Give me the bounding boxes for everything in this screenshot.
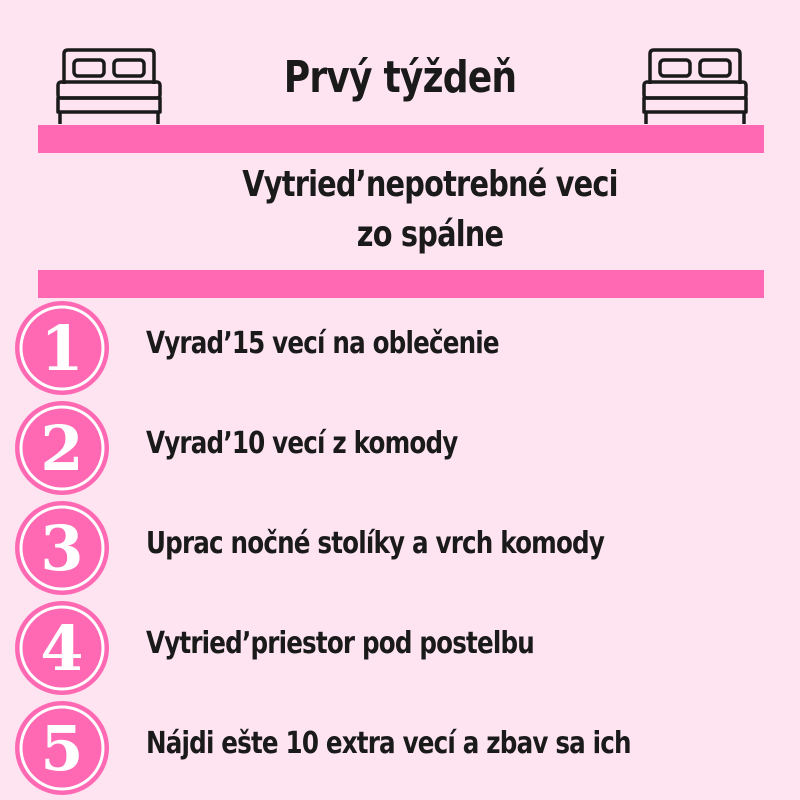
task-item	[14, 500, 794, 596]
task-item	[14, 700, 794, 796]
pink-divider-bottom	[38, 270, 764, 298]
subtitle-line-1: Vytried’nepotrebné veci	[242, 164, 618, 205]
badge-number: 1	[40, 312, 84, 385]
task-label: Nájdi ešte 10 extra vecí a zbav sa ich	[146, 726, 631, 761]
task-label: Uprac nočné stolíky a vrch komody	[146, 526, 605, 561]
page-title: Prvý týždeň	[283, 52, 517, 103]
task-label: Vyrad’10 vecí z komody	[146, 426, 458, 461]
subtitle	[190, 160, 670, 260]
task-item	[14, 300, 794, 396]
subtitle-line-2: zo spálne	[356, 214, 504, 255]
number-badge	[14, 500, 110, 596]
badge-number: 5	[40, 712, 84, 785]
number-badge	[14, 400, 110, 496]
number-badge	[14, 300, 110, 396]
number-badge	[14, 700, 110, 796]
task-label: Vytried’priestor pod postelbu	[146, 626, 534, 661]
badge-number: 4	[40, 612, 84, 685]
badge-number: 2	[40, 412, 84, 485]
task-item	[14, 400, 794, 496]
number-badge	[14, 600, 110, 696]
task-item	[14, 600, 794, 696]
task-label: Vyrad’15 vecí na oblečenie	[146, 326, 499, 361]
pink-divider-top	[38, 125, 764, 153]
badge-number: 3	[40, 512, 84, 585]
